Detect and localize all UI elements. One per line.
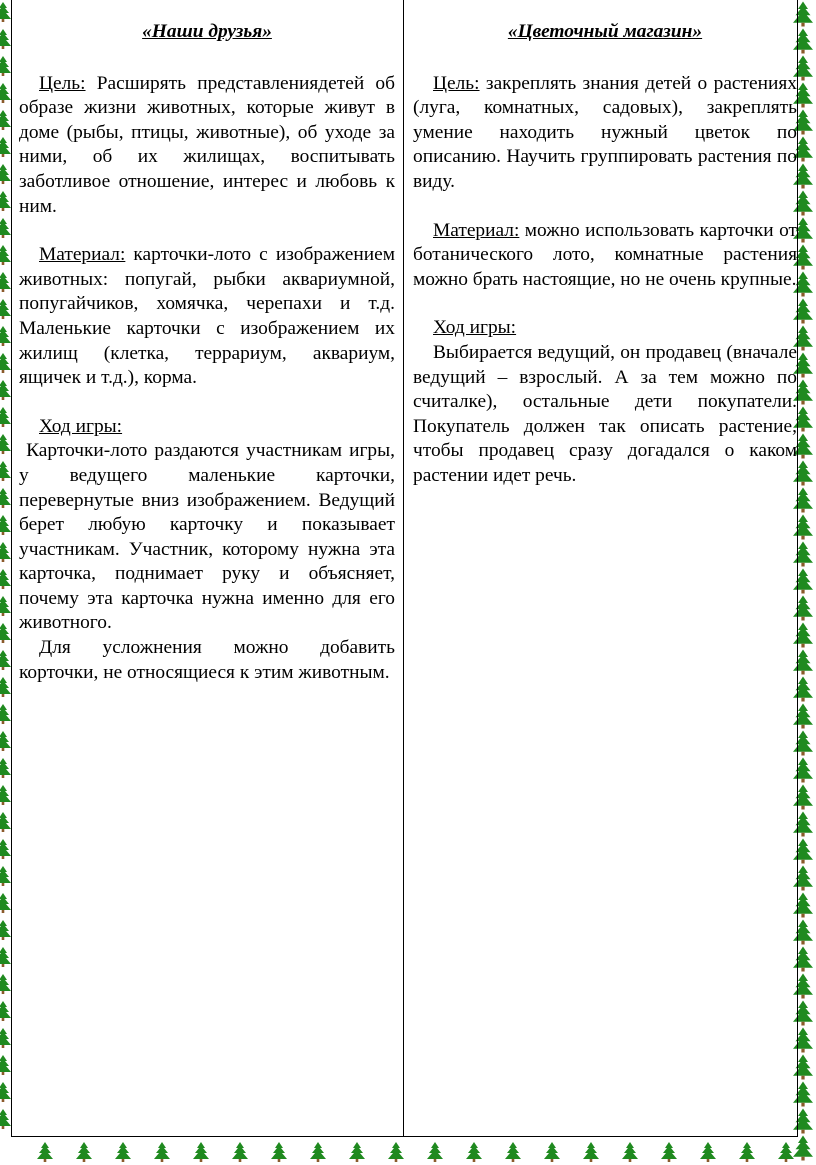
tree-icon [0,83,11,103]
tree-icon [0,920,11,940]
tree-icon [700,1142,716,1162]
game-text-left-2: Для усложнения можно добавить корточки, не относящиеся к этим животным. [19,637,395,683]
tree-icon [0,596,11,616]
tree-icon [622,1142,638,1162]
tree-icon [0,758,11,778]
tree-icon [0,218,11,238]
tree-icon [427,1142,443,1162]
tree-icon [466,1142,482,1162]
tree-icon [0,353,11,373]
material-paragraph-right [413,219,797,293]
tree-icon [544,1142,560,1162]
tree-icon [271,1142,287,1162]
tree-icon [0,623,11,643]
game-card-left [19,20,400,685]
tree-icon [0,29,11,49]
game-heading-left [19,415,395,440]
tree-icon [0,1055,11,1075]
game-heading-right [413,316,797,341]
game-text-left-1: Карточки-лото раздаются участникам игры, у ведущего маленькие карточки, перевернутые вниз изображением. Ведущий берет любую карточку и показывает участникам. Участник, которому нужна эта карточка, поднимает руку и объясняет, почему эта карточка нужна именно для его животного. [19,440,400,634]
game-label-right: Ход игры: [433,317,517,339]
material-text-left: карточки-лото с изображением животных: попугай, рыбки аквариумной, попугайчиков, хомячка, черепахи и т.д. Маленькие карточки с изображением их жилищ (клетка, террариум, аквариум, ящичек и т.д.), корма. [19,244,395,389]
tree-icon [349,1142,365,1162]
tree-icon [0,434,11,454]
tree-icon [778,1142,794,1162]
tree-icon [0,326,11,346]
tree-icon [0,110,11,130]
game-title-left: «Наши друзья» [142,21,272,42]
tree-icon [0,731,11,751]
tree-icon [115,1142,131,1162]
tree-icon [661,1142,677,1162]
goal-label-left: Цель: [39,72,86,94]
material-text-right: можно использовать карточки от ботанического лото, комнатные растения можно брать настоящие, но не очень крупные. [413,219,797,290]
goal-label-right: Цель: [433,72,480,94]
material-label-left: Материал: [39,244,126,266]
tree-icon [0,2,11,22]
game-label-left: Ход игры: [39,415,123,437]
tree-icon [0,893,11,913]
tree-icon [583,1142,599,1162]
tree-icon [0,245,11,265]
tree-icon [232,1142,248,1162]
tree-icon [0,272,11,292]
tree-icon [0,488,11,508]
column-divider [403,0,404,1137]
material-label-right: Материал: [433,219,520,241]
tree-icon [0,866,11,886]
tree-icon [0,515,11,535]
goal-paragraph-left [19,72,395,220]
tree-icon [0,650,11,670]
tree-border-bottom [0,1137,816,1165]
tree-icon [0,704,11,724]
tree-icon [0,1109,11,1129]
tree-icon [0,785,11,805]
tree-icon [0,974,11,994]
tree-icon [0,839,11,859]
game-text-right: Выбирается ведущий, он продавец (вначале ведущий – взрослый. А за тем можно по считалке), остальные дети покупатели. Покупатель должен так описать растение, чтобы продавец сразу догадался о каком растении идет речь. [413,341,797,486]
goal-text-left: Расширять представлениядетей об образе жизни животных, которые живут в доме (рыбы, птицы, животные), об уходе за ними, об их жилищах, воспитывать заботливое отношение, интерес и любовь к ним. [19,72,395,217]
tree-icon [0,461,11,481]
tree-icon [0,542,11,562]
tree-icon [0,137,11,157]
tree-icon [0,407,11,427]
tree-icon [76,1142,92,1162]
goal-paragraph-right [413,72,797,195]
tree-icon [0,1082,11,1102]
goal-text-right: закреплять знания детей о растениях (луга, комнатных, садовых), закреплять умение находить нужный цветок по описанию. Научить группировать растения по виду. [413,72,797,192]
tree-icon [739,1142,755,1162]
tree-icon [0,677,11,697]
tree-icon [0,380,11,400]
game-card-right [413,20,797,489]
material-paragraph-left [19,243,395,391]
tree-icon [0,164,11,184]
tree-icon [0,569,11,589]
game-title-right: «Цветочный магазин» [507,21,703,42]
tree-icon [505,1142,521,1162]
tree-icon [388,1142,404,1162]
tree-icon [193,1142,209,1162]
tree-icon [0,947,11,967]
tree-icon [0,1028,11,1048]
tree-icon [310,1142,326,1162]
tree-icon [0,1001,11,1021]
tree-icon [0,191,11,211]
tree-icon [154,1142,170,1162]
tree-icon [0,299,11,319]
tree-icon [0,812,11,832]
tree-icon [0,56,11,76]
tree-icon [37,1142,53,1162]
